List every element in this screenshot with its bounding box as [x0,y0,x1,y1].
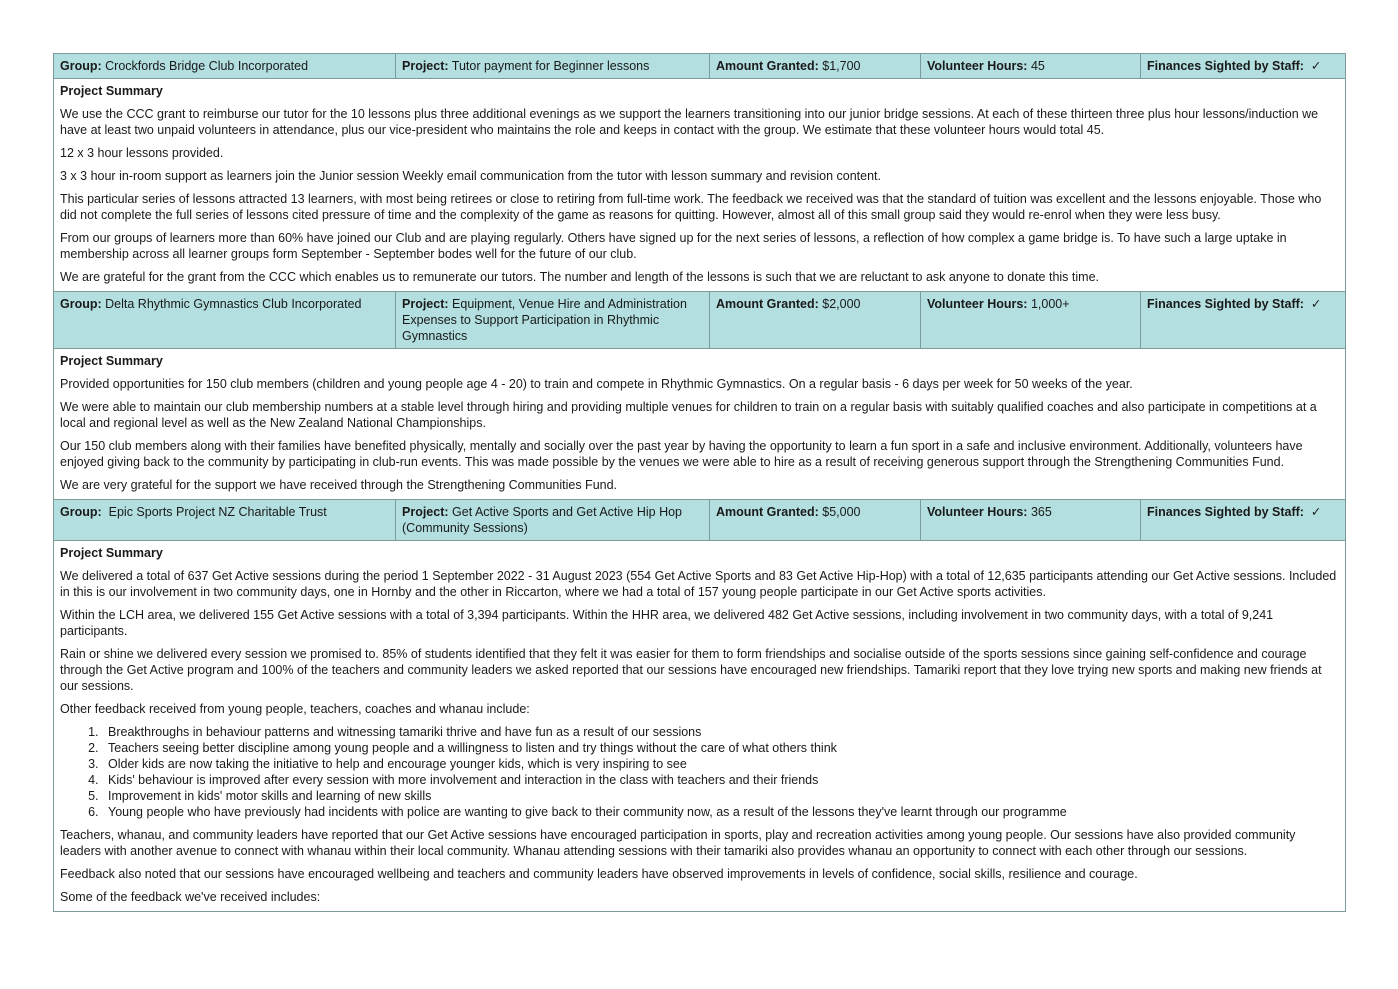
amount-label: Amount Granted: [716,297,819,311]
checkmark-icon: ✓ [1310,59,1322,73]
summary-heading: Project Summary [60,354,163,368]
list-item: 5. Improvement in kids' motor skills and learning of new skills [102,788,1339,804]
amount-cell [710,54,921,78]
summary-paragraph: We use the CCC grant to reimburse our tutor for the 10 lessons plus three additional evenings as we support the learners transitioning into our junior bridge sessions. At each of these thirteen three plus hour lessons/induction we have at least two unpaid volunteers in attendance, plus our vice-president who maintains the role and keeps in contact with the group. We estimate that these volunteer hours would total 45. [60,107,1319,137]
project-cell [396,500,710,540]
group-name: Crockfords Bridge Club Incorporated [105,59,309,73]
list-item: 4. Kids' behaviour is improved after every session with more involvement and interaction in the class with teachers and their friends [102,772,1339,788]
group-label: Group: [60,59,102,73]
feedback-list [60,724,1339,820]
record-header [54,500,1345,541]
project-summary [54,79,1345,292]
summary-heading: Project Summary [60,546,163,560]
list-item: 1. Breakthroughs in behaviour patterns and witnessing tamariki thrive and have fun as a result of our sessions [102,724,1339,740]
project-name: Equipment, Venue Hire and Administration Expenses to Support Participation in Rhythmic Gymnastics [402,297,687,343]
hours-label: Volunteer Hours: [927,59,1028,73]
amount-label: Amount Granted: [716,505,819,519]
project-label: Project: [402,505,449,519]
list-item: 6. Young people who have previously had incidents with police are wanting to give back to their community now, as a result of the lessons they've learnt through our programme [102,804,1339,820]
hours-cell [921,292,1141,348]
finances-cell [1141,500,1345,540]
hours-value: 45 [1030,59,1045,73]
summary-paragraph: Within the LCH area, we delivered 155 Get Active sessions with a total of 3,394 participants. Within the HHR area, we delivered 482 Get Active sessions, including involvement in two community days, with a total of 9,241 participants. [60,608,1274,638]
amount-cell [710,292,921,348]
group-cell [54,54,396,78]
group-name: Epic Sports Project NZ Charitable Trust [108,505,327,519]
amount-label: Amount Granted: [716,59,819,73]
summary-paragraph: We are very grateful for the support we have received through the Strengthening Communities Fund. [60,478,618,492]
amount-cell [710,500,921,540]
amount-value: $2,000 [822,297,861,311]
grants-report-table [53,53,1346,912]
amount-value: $5,000 [822,505,861,519]
project-label: Project: [402,59,449,73]
list-item: 2. Teachers seeing better discipline among young people and a willingness to listen and try things without the care of what others think [102,740,1339,756]
project-name: Tutor payment for Beginner lessons [451,59,650,73]
summary-paragraph: Rain or shine we delivered every session we promised to. 85% of students identified that they felt it was easier for them to form friendships and socialise outside of the sports sessions since gaining self-confidence and courage through the Get Active program and 100% of the teachers and community leaders we asked reported that our sessions have encouraged new friendships. Tamariki report that they love trying new sports and making new friends at our sessions. [60,647,1322,693]
summary-paragraph: Other feedback received from young people, teachers, coaches and whanau include: [60,702,530,716]
group-name: Delta Rhythmic Gymnastics Club Incorporated [105,297,362,311]
finances-label: Finances Sighted by Staff: [1147,505,1304,519]
summary-paragraph: Some of the feedback we've received includes: [60,890,321,904]
project-cell [396,292,710,348]
amount-value: $1,700 [822,59,861,73]
list-item: 3. Older kids are now taking the initiative to help and encourage younger kids, which is very inspiring to see [102,756,1339,772]
record-header [54,54,1345,79]
summary-paragraph: 3 x 3 hour in-room support as learners join the Junior session Weekly email communication from the tutor with lesson summary and revision content. [60,169,881,183]
summary-paragraph: We are grateful for the grant from the CCC which enables us to remunerate our tutors. The number and length of the lessons is such that we are reluctant to ask anyone to donate this time. [60,270,1099,284]
project-label: Project: [402,297,449,311]
finances-label: Finances Sighted by Staff: [1147,59,1304,73]
project-summary [54,349,1345,500]
checkmark-icon: ✓ [1310,505,1322,519]
summary-heading: Project Summary [60,84,163,98]
record-header [54,292,1345,349]
hours-value: 365 [1030,505,1052,519]
hours-value: 1,000+ [1030,297,1070,311]
checkmark-icon: ✓ [1310,297,1322,311]
hours-cell [921,54,1141,78]
finances-label: Finances Sighted by Staff: [1147,297,1304,311]
group-cell [54,500,396,540]
summary-paragraph: We delivered a total of 637 Get Active sessions during the period 1 September 2022 - 31 August 2023 (554 Get Active Sports and 83 Get Active Hip-Hop) with a total of 12,635 participants attending our Get Active sessions. Included in this is our involvement in two community days, one in Hornby and the other in Riccarton, where we had a total of 157 young people participate in our Get Active sports activities. [60,569,1337,599]
group-label: Group: [60,297,102,311]
summary-paragraph: Our 150 club members along with their families have benefited physically, mentally and socially over the past year by having the opportunity to learn a fun sport in a safe and inclusive environment. Additionally, volunteers have enjoyed giving back to the community by participating in club-run events. This was made possible by the venues we were able to hire as a result of receiving generous support through the Strengthening Communities Fund. [60,439,1303,469]
group-cell [54,292,396,348]
project-cell [396,54,710,78]
summary-paragraph: We were able to maintain our club membership numbers at a stable level through hiring and providing multiple venues for children to train on a regular basis with suitably qualified coaches and also participate in competitions at a local and regional level as well as the New Zealand National Championships. [60,400,1317,430]
hours-label: Volunteer Hours: [927,505,1028,519]
finances-cell [1141,54,1345,78]
hours-cell [921,500,1141,540]
summary-paragraph: 12 x 3 hour lessons provided. [60,146,224,160]
summary-paragraph: This particular series of lessons attracted 13 learners, with most being retirees or close to retiring from full-time work. The feedback we received was that the standard of tuition was excellent and the lessons enjoyable. Those who did not complete the full series of lessons cited pressure of time and the complexity of the game as reasons for quitting. However, almost all of this small group said they would re-enrol when they were less busy. [60,192,1322,222]
finances-cell [1141,292,1345,348]
summary-paragraph: Feedback also noted that our sessions have encouraged wellbeing and teachers and community leaders have observed improvements in levels of confidence, social skills, resilience and courage. [60,867,1138,881]
project-name: Get Active Sports and Get Active Hip Hop (Community Sessions) [402,505,683,535]
summary-paragraph: Teachers, whanau, and community leaders have reported that our Get Active sessions have encouraged participation in sports, play and recreation activities among young people. Our sessions have also provided community leaders with another avenue to connect with whanau within their local community. Whanau attending sessions with their tamariki also provides whanau an opportunity to connect with each other through our sessions. [60,828,1296,858]
summary-paragraph: Provided opportunities for 150 club members (children and young people age 4 - 20) to train and compete in Rhythmic Gymnastics. On a regular basis - 6 days per week for 50 weeks of the year. [60,377,1133,391]
summary-paragraph: From our groups of learners more than 60% have joined our Club and are playing regularly. Others have signed up for the next series of lessons, a reflection of how complex a game bridge is. To have such a large uptake in membership across all learner groups form September - September bodes well for the future of our club. [60,231,1287,261]
hours-label: Volunteer Hours: [927,297,1028,311]
project-summary [54,541,1345,911]
group-label: Group: [60,505,102,519]
